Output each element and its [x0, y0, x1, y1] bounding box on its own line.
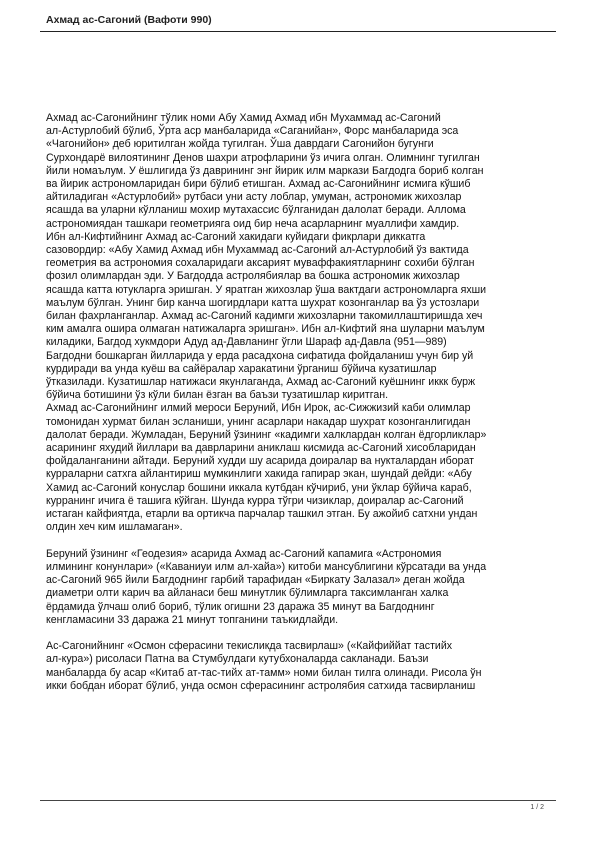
text-line: истаган кайфиятда, етарли ва ортикча парчалар ташкил этган. Бу ажойиб сатхни ундан: [46, 508, 478, 521]
text-line: фойдаланганини айтади. Беруний худди шу асарида доиралар ва нукталардан иборат: [46, 455, 475, 468]
text-line: Ибн ал-Кифтийнинг Ахмад ас-Сагоний хакидаги куйидаги фикрлари диккатга: [46, 230, 426, 243]
text-line: сазовордир: «Абу Хамид Ахмад ибн Мухаммад ас-Сагоний ал-Астурлобий ўз вактида: [46, 244, 469, 257]
text-line: билан фахрланганлар. Ахмад ас-Сагоний кадимги жихозларни такомиллаштиришда хеч: [46, 310, 483, 323]
paragraph: [46, 112, 558, 535]
text-line: «Чагонийон» деб юритилган жойда тугилган. Ўша даврдаги Сагонийон бугунги: [46, 138, 434, 151]
text-line: маълум бўлган. Унинг бир канча шогирдлари катта шухрат козонганлар ва ўз устозлари: [46, 296, 480, 309]
text-line: ал-Астурлобий бўлиб, Ўрта аср манбаларида «Саганийан», Форс манбаларида эса: [46, 125, 459, 138]
text-line: Беруний ўзининг «Геодезия» асарида Ахмад ас-Сагоний капамига «Астрономия: [46, 547, 442, 560]
page-number: 1 / 2: [530, 804, 544, 811]
text-line: курранинг ичига ё ташига кўйган. Шунда курра тўгри чизиклар, доиралар ас-Сагоний: [46, 494, 464, 507]
text-line: айтиладиган «Астурлобий» рутбаси уни асту лоблар, умуман, астрономик жихозлар: [46, 191, 462, 204]
text-line: ва йирик астрономларидан бири бўлиб етишган. Ахмад ас-Сагонийнинг исмига кўшиб: [46, 178, 471, 191]
text-line: олдин хеч ким ишламаган».: [46, 521, 183, 534]
text-line: ал-кура») рисоласи Патна ва Стумбулдаги кутубхоналарда сакланади. Баъзи: [46, 653, 429, 666]
text-line: Ахмад ас-Сагонийнинг илмий мероси Беруний, Ибн Ирок, ас-Сижжизий каби олимлар: [46, 402, 471, 415]
text-line: ясашда ва уларни кўлланиш мохир мутахассис бўлганидан далолат беради. Аллома: [46, 204, 466, 217]
text-line: бўйича ботишини ўз кўли билан ёзган ва баъзи тузатишлар киритган.: [46, 389, 389, 402]
text-line: ёрдамида ўлчаш олиб бориб, тўлик огишни 23 даража 35 минут ва Багдоднинг: [46, 600, 435, 613]
text-line: киладики, Багдод хукмдори Адуд ад-Давланинг ўгли Шараф ад-Давла (951—989): [46, 336, 447, 349]
text-line: Сурхондарё вилоятининг Денов шахри атрофларини ўз ичига олган. Олимнинг тугилган: [46, 151, 480, 164]
text-line: ас-Сагоний 965 йили Багдоднинг гарбий тарафидан «Биркату Залазал» деган жойда: [46, 574, 465, 587]
header-divider: [40, 31, 556, 32]
paragraph: [46, 548, 558, 627]
text-line: геометрия ва астрономия сохаларидаги аксарият муваффакиятларнинг сохиби бўлган: [46, 257, 475, 270]
text-line: курраларни сатхга айлантириш мумкинлиги хакида гапирар экан, шундай дейди: «Абу: [46, 468, 472, 481]
footer-divider: [40, 800, 556, 801]
text-line: томонидан хурмат билан эсланиши, унинг асарлари накадар шухрат козонганлигидан: [46, 415, 471, 428]
text-line: фозил олимлардан эди. У Багдодда астролябиялар ва бошка астрономик жихозлар: [46, 270, 460, 283]
text-line: Ахмад ас-Сагонийнинг тўлик номи Абу Хамид Ахмад ибн Мухаммад ас-Сагоний: [46, 112, 441, 124]
text-line: асарининг яхудий йиллари ва даврларини аниклаш кисмида ас-Сагоний хисобларидан: [46, 442, 476, 455]
text-line: ўтказилади. Кузатишлар натижаси якунлаганда, Ахмад ас-Сагоний куёшнинг иккк бурж: [46, 376, 476, 389]
paragraph-gap: [46, 627, 558, 640]
paragraph-gap: [46, 535, 558, 548]
text-line: диаметри олти карич ва айланаси беш минутлик бўлимларга таксимланган халка: [46, 587, 449, 600]
text-line: манбаларда бу асар «Китаб ат-тас-тийх ат-тамм» номи билан тилга олинади. Рисола ўн: [46, 666, 482, 679]
text-line: Багдодни бошкарган йилларида у ерда расадхона сифатида фойдаланиш учун бир уй: [46, 349, 474, 362]
text-line: ясашда катта ютукларга эришган. У яратган жихозлар ўша вактдаги астрономларга яхши: [46, 283, 487, 296]
text-line: илмининг конунлари» («Каваниyи илм ал-хайа») китоби мансублигини кўрсатади ва унда: [46, 560, 487, 573]
text-line: Хамид ас-Сагоний конуслар бошини иккала кутбдан кўчириб, уни ўклар бўйича караб,: [46, 481, 472, 494]
text-line: кенгламасини 33 даража 21 минут топганини таъкидлайди.: [46, 613, 339, 626]
text-line: далолат беради. Жумладан, Беруний ўзининг «кадимги халклардан колган ёдгорликлар»: [46, 428, 487, 441]
text-line: ким амалга ошира олмаган натижаларга эришган». Ибн ал-Кифтий яна шуларни маълум: [46, 323, 485, 336]
text-line: Ас-Сагонийнинг «Осмон сферасини текисликда тасвирлаш» («Кайфиййат тастийх: [46, 640, 453, 653]
text-line: икки бобдан иборат бўлиб, унда осмон сферасининг астролябия сатхида тасвирланиш: [46, 679, 476, 692]
document-title: Ахмад ас-Сагоний (Вафоти 990): [46, 14, 212, 26]
text-line: астрономиядан ташкари геометрияга оид бир неча асарларнинг муаллифи хамдир.: [46, 217, 460, 230]
text-line: курдиради ва унда куёш ва сайёралар харакатини ўрганиш бўйича кузатишлар: [46, 362, 437, 375]
text-line: йили номаълум. У ёшлигида ўз даврининг энг йирик илм маркази Багдодга бориб колган: [46, 164, 484, 177]
article-body: [46, 112, 558, 693]
paragraph: [46, 640, 558, 693]
